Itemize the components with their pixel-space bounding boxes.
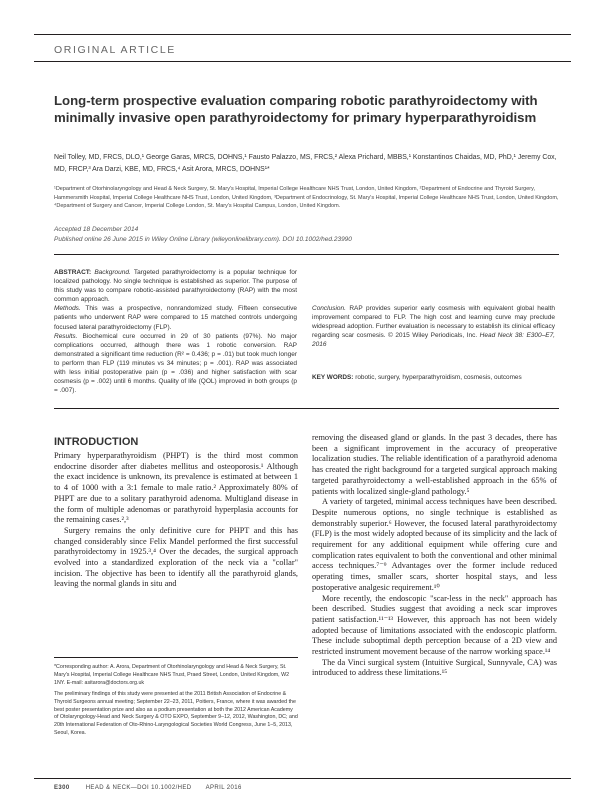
page-footer (54, 785, 242, 791)
abstract-conclusion: RAP provides superior early cosmesis with equivalent global health improvement compared to FLP. The high cost and learning curve may preclude widespread adoption. Further evaluation is necessary to establish its clinical efficacy regarding scar cosmesis. © 2015 Wiley Periodicals, Inc. (312, 305, 555, 340)
abstract-methods: This was a prospective, nonrandomized study. Fifteen consecutive patients who underwent RAP were compared to 15 matched controls undergoing focused lateral parathyroidectomy (FLP). (54, 305, 297, 331)
journal-name: HEAD & NECK—DOI 10.1002/HED (85, 785, 192, 791)
methods-label: Methods. (54, 305, 81, 313)
abstract-bottom-rule (54, 408, 559, 409)
intro-heading: INTRODUCTION (54, 436, 139, 448)
right-body-column (312, 433, 557, 679)
correspondence-note: *Corresponding author: A. Arora, Department of Otorhinolaryngology and Head & Neck Surgery, St. Mary's Hospital, Imperial College Healthcare NHS Trust, Praed Street, London, United Kingdom, W2 1NY. E-mail: asitarora@doctors.org.uk (54, 664, 290, 686)
affiliations: ¹Department of Otorhinolaryngology and Head & Neck Surgery, St. Mary's Hospital, Imperial College Healthcare NHS Trust, London, United Kingdom, ²Department of Endocrine and Thyroid Surgery, Hammersmith Hospital, Imperial College Healthcare NHS Trust, London, United Kingdom, ³Department of Endocrinology, St. Mary's Hospital, Imperial College Healthcare NHS Trust, London, United Kingdom, ⁴Department of Surgery and Cancer, Imperial College London, St. Mary's Hospital Campus, London, United Kingdom. (54, 186, 559, 210)
top-rule (34, 34, 571, 35)
issue-date: APRIL 2016 (205, 785, 242, 791)
publication-dates (54, 225, 352, 244)
abstract-background: Targeted parathyroidectomy is a popular technique for localized pathology. No single technique is established as superior. The purpose of this study was to compare robotic-assisted parathyroidectomy (RAP) with the most common approach. (54, 269, 297, 304)
section-label: ORIGINAL ARTICLE (54, 44, 176, 56)
footnotes (54, 664, 298, 741)
header-rule (34, 61, 571, 62)
abstract-label: ABSTRACT: (54, 269, 92, 276)
abstract-results: Biochemical cure occurred in 29 of 30 patients (97%). No major complications occurred, although there was 1 robotic conversion. RAP demonstrated a significant time reduction (R² = 0.436; p = .01) but took much longer to perform than FLP (119 minutes vs 34 minutes; p = .001). RAP was associated with less initial postoperative pain (p = .036) and higher satisfaction with scar cosmesis (p = .002) until 6 months. Quality of life (QOL) improved in both groups (p = .007). (54, 332, 297, 395)
keywords-label: KEY WORDS: (312, 374, 354, 381)
conclusion-label: Conclusion. (312, 305, 346, 312)
paragraph: A variety of targeted, minimal access techniques have been described. Despite numerous options, no single technique is established as demonstrably superior.⁶ However, the focused lateral parathyroidectomy (FLP) is the most widely adopted because of its simplicity and the lack of requirement for any additional equipment while offering cure and complication rates equivalent to both the conventional and other minimal access techniques.⁷⁻⁹ Advantages over the former include reduced operating times, smaller scars, shorter hospital stays, and less postoperative analgesic requirement.¹⁰ (312, 497, 557, 592)
abstract-top-rule (54, 254, 559, 255)
keywords (312, 373, 555, 382)
footer-rule (34, 778, 571, 779)
background-label: Background. (94, 269, 131, 276)
left-body-column (54, 451, 298, 590)
author-list: Neil Tolley, MD, FRCS, DLO,¹ George Garas, MRCS, DOHNS,¹ Fausto Palazzo, MS, FRCS,² Alexa Prichard, MBBS,¹ Konstantinos Chaidas, MD, PhD,¹ Jeremy Cox, MD, FRCP,³ Ara Darzi, KBE, MD, FRCS,⁴ Asit Arora, MRCS, DOHNS¹* (54, 154, 557, 173)
paragraph: removing the diseased gland or glands. In the past 3 decades, there has been a significant improvement in the accuracy of preoperative localization studies. The reliable identification of a parathyroid adenoma has created the right background for a targeted surgical approach making targeted parathyroidectomy a well-established approach in the 65% of patients with localized single-gland pathology.⁵ (312, 433, 557, 496)
published-date: Published online 26 June 2015 in Wiley Online Library (wileyonlinelibrary.com). DOI 10.1002/hed.23990 (54, 235, 352, 243)
abstract-citation: Head Neck 38: E300–E7, 2016 (312, 332, 555, 349)
footnote-rule (54, 657, 298, 658)
page-number: E300 (54, 785, 70, 791)
paragraph: Primary hyperparathyroidism (PHPT) is the third most common endocrine disorder after diabetes mellitus and osteoporosis.¹ Although the exact incidence is unknown, its prevalence is estimated at between 1 to 4 of 1000 with a 3:1 female to male ratio.² Approximately 80% of PHPT are due to a solitary parathyroid adenoma. Multigland disease in the form of multiple adenomas or parathyroid hyperplasia accounts for the remaining cases.²,³ (54, 451, 298, 525)
paragraph: More recently, the endoscopic "scar-less in the neck" approach has been described. Studies suggest that avoiding a neck scar improves patient satisfaction.¹¹⁻¹³ However, this approach has not been widely adopted because of limitations associated with the endoscopic platform. These include suboptimal depth perception because of a 2D view and restricted instrument movement because of the narrow working space.¹⁴ (312, 593, 557, 657)
results-label: Results. (54, 332, 78, 340)
abstract-left (54, 268, 297, 395)
presentation-note: The preliminary findings of this study were presented at the 2011 British Association of Endocrine & Thyroid Surgeons annual meeting; September 22–23, 2011, Poitiers, France, where it was awarded the best poster presentation prize and also as a podium presentation at both the 2012 American Academy of Otolaryngology-Head and Neck Surgery & OTO EXPO, September 9–12, 2012, Washington, DC; and 20th International Federation of Oto-Rhino-Laryngological Societies World Congress, June 1–5, 2013, Seoul, Korea. (54, 690, 298, 737)
paragraph: Surgery remains the only definitive cure for PHPT and this has changed considerably since Felix Mandel performed the first successful parathyroidectomy in 1925.³,⁴ Over the decades, the surgical approach evolved into a standardized exploration of the neck via a "collar" incision. The objective has been to identify all the parathyroid glands, leaving the normal glands in situ and (54, 525, 298, 589)
accepted-date: Accepted 18 December 2014 (54, 226, 139, 233)
keywords-list: robotic, surgery, hyperparathyroidism, cosmesis, outcomes (355, 374, 522, 381)
article-title: Long-term prospective evaluation comparing robotic parathyroidectomy with minimally invasive open parathyroidectomy for primary hyperparathyroidism (54, 93, 538, 125)
paragraph: The da Vinci surgical system (Intuitive Surgical, Sunnyvale, CA) was introduced to address these limitations.¹⁵ (312, 657, 557, 678)
abstract-right (312, 304, 555, 349)
